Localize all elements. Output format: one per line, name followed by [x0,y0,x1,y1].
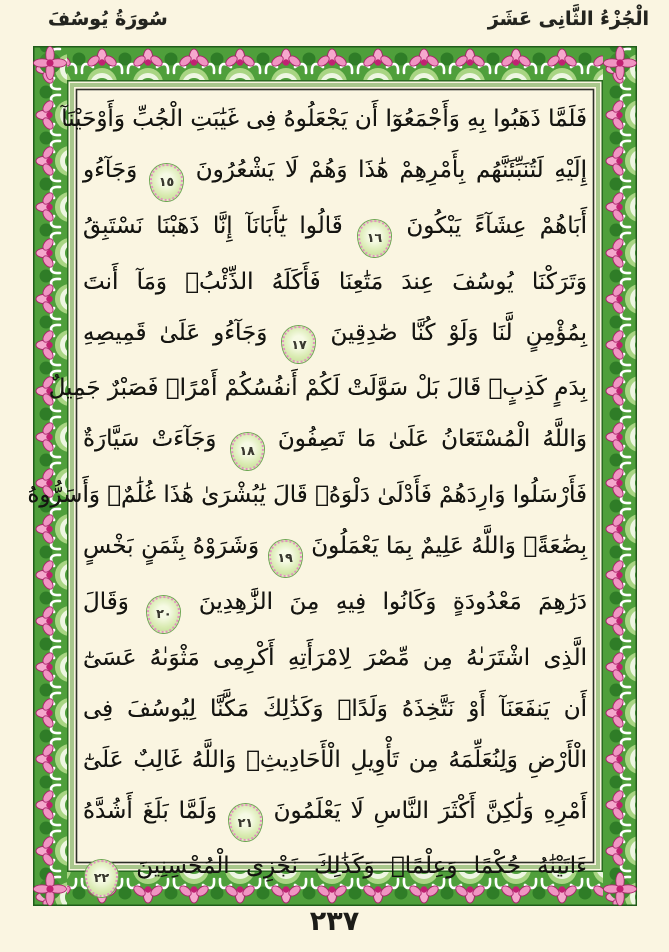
quran-line [61,94,587,145]
quran-text-segment: أَبَاهُمْ عِشَآءً يَبْكُونَ [406,212,588,239]
quran-line [83,201,587,257]
ayah-number: ١٩ [277,550,293,565]
quran-line [83,414,587,470]
quran-text-segment: الَّذِى اشْتَرَىٰهُ مِن مِّصْرَ لِامْرَأَتِهِ أَكْرِمِى مَثْوَىٰهُ عَسَىٰٓ [83,644,587,671]
ayah-end-marker [147,596,180,633]
quran-lines [27,94,588,886]
quran-line [83,308,587,364]
quran-line [83,521,587,577]
quran-text-segment: وَتَرَكْنَا يُوسُفَ عِندَ مَتَٰعِنَا فَأَكَلَهُ الذِّئْبُۖ وَمَآ أَنتَ [83,268,587,295]
ayah-end-marker [229,804,262,841]
page-number: ٢٣٧ [309,906,360,937]
ayah-end-marker [85,860,118,897]
quran-line [83,684,587,735]
quran-text-segment: وَقَالَ [83,588,129,615]
quran-line [83,786,587,842]
quran-text-segment: فَلَمَّا ذَهَبُوا بِهِ وَأَجْمَعُوٓا أَن يَجْعَلُوهُ فِى غَيَٰبَتِ الْجُبِّ وَأَوْحَيْنَآ [61,106,587,132]
ayah-number: ٢٠ [156,605,172,621]
quran-line [83,735,587,786]
quran-line [27,470,587,521]
ayah-number: ١٨ [239,443,255,459]
quran-line [83,841,587,897]
quran-text-segment: بِمُؤْمِنٍ لَّنَا وَلَوْ كُنَّا صَٰدِقِينَ [330,319,588,346]
quran-text-segment: فَأَرْسَلُوا وَارِدَهُمْ فَأَدْلَىٰ دَلْوَهُۖ قَالَ يَٰبُشْرَىٰ هَٰذَا غُلَٰمٌۚ وَأَسَرُّوهُ [27,482,587,508]
quran-text-segment: الْأَرْضِ وَلِنُعَلِّمَهُ مِن تَأْوِيلِ الْأَحَادِيثِۚ وَاللَّهُ غَالِبٌ عَلَىٰٓ [83,746,587,773]
quran-text-segment: وَجَآءَتْ سَيَّارَةٌ [83,426,217,453]
juz-label: الْجُزْءُ الثَّانِى عَشَرَ [487,8,649,30]
quran-text-segment: وَجَآءُو عَلَىٰ قَمِيصِهِ [83,319,268,346]
ayah-number: ٢٢ [93,870,110,886]
quran-text-segment: إِلَيْهِ لَتُنَبِّئَنَّهُم بِأَمْرِهِمْ هَٰذَا وَهُمْ لَا يَشْعُرُونَ [195,157,588,183]
ayah-end-marker [150,164,183,201]
quran-text-segment: بِضَٰعَةًۚ وَاللَّهُ عَلِيمٌ بِمَا يَعْمَلُونَ [311,533,587,559]
quran-text-segment: وَجَآءُو [83,157,138,183]
quran-text-segment: بِدَمٍ كَذِبٍۚ قَالَ بَلْ سَوَّلَتْ لَكُمْ أَنفُسُكُمْ أَمْرًاۖ فَصَبْرٌ جَمِيلٌ [48,375,587,402]
ayah-end-marker [231,433,264,470]
quran-line [48,363,587,414]
quran-line [83,257,587,308]
surah-title-label: سُورَةُ يُوسُفَ [48,8,168,30]
quran-text-segment: ءَاتَيْنَٰهُ حُكْمًا وَعِلْمًاۚ وَكَذَٰلِكَ نَجْزِى الْمُحْسِنِينَ [136,853,587,880]
quran-text-segment: دَرَٰهِمَ مَعْدُودَةٍ وَكَانُوا فِيهِ مِنَ الزَّٰهِدِينَ [198,588,588,615]
quran-line [83,577,587,633]
quran-text-segment: وَاللَّهُ الْمُسْتَعَانُ عَلَىٰ مَا تَصِفُونَ [277,426,588,453]
ayah-number: ١٦ [366,229,383,245]
ayah-end-marker [269,540,302,577]
ayah-number: ٢١ [237,814,253,830]
quran-text-segment: وَشَرَوْهُ بِثَمَنٍ بَخْسٍ [83,533,260,559]
quran-text-segment: وَلَمَّا بَلَغَ أَشُدَّهُ [83,797,218,824]
quran-text-segment: قَالُوا يَٰٓأَبَانَآ إِنَّا ذَهَبْنَا نَسْتَبِقُ [83,212,343,239]
quran-line [83,633,587,684]
quran-text-segment: أَمْرِهِ وَلَٰكِنَّ أَكْثَرَ النَّاسِ لَا يَعْلَمُونَ [273,797,588,824]
quran-line [83,145,587,201]
ayah-end-marker [358,220,391,257]
ayah-end-marker [282,326,315,363]
quran-text-segment: أَن يَنفَعَنَآ أَوْ نَتَّخِذَهُ وَلَدًاۚ وَكَذَٰلِكَ مَكَّنَّا لِيُوسُفَ فِى [83,695,587,722]
ayah-number: ١٥ [158,174,175,189]
ayah-number: ١٧ [291,336,307,352]
